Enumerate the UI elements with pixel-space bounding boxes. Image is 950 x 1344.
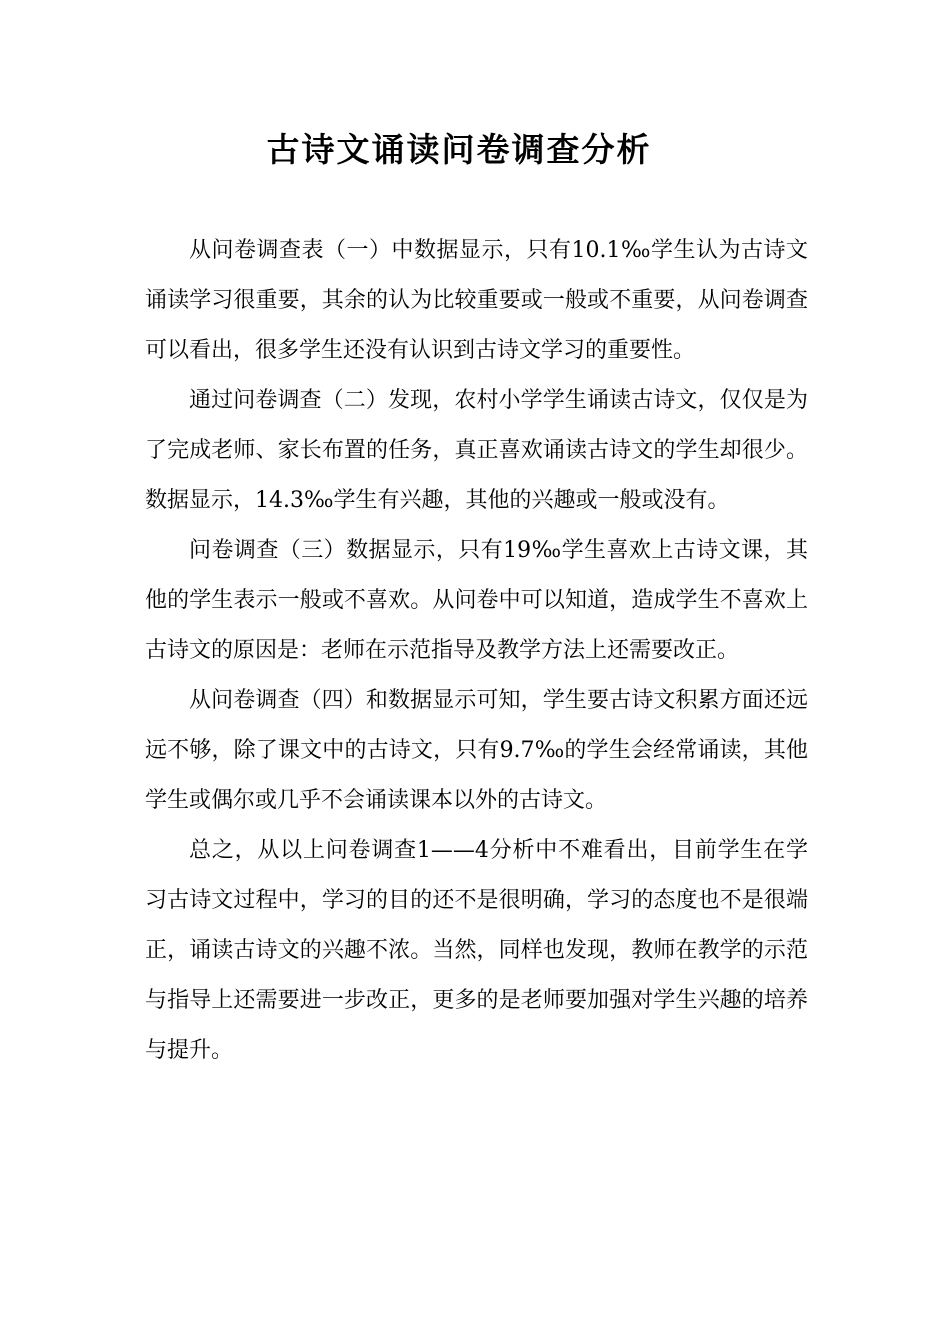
- paragraph-2: 通过问卷调查（二）发现，农村小学学生诵读古诗文，仅仅是为了完成老师、家长布置的任务，真正喜欢诵读古诗文的学生却很少。数据显示，14.3‰学生有兴趣，其他的兴趣或一般或没有。: [145, 388, 808, 513]
- paragraph-5: 总之，从以上问卷调查1——4分析中不难看出，目前学生在学习古诗文过程中，学习的目的还不是很明确，学习的态度也不是很端正，诵读古诗文的兴趣不浓。当然，同样也发现，教师在教学的示范与指导上还需要进一步改正，更多的是老师要加强对学生兴趣的培养与提升。: [145, 838, 808, 1063]
- paragraph-1: 从问卷调查表（一）中数据显示，只有10.1‰学生认为古诗文诵读学习很重要，其余的认为比较重要或一般或不重要，从问卷调查可以看出，很多学生还没有认识到古诗文学习的重要性。: [145, 238, 808, 363]
- paragraph-4: 从问卷调查（四）和数据显示可知，学生要古诗文积累方面还远远不够，除了课文中的古诗文，只有9.7‰的学生会经常诵读，其他学生或偶尔或几乎不会诵读课本以外的古诗文。: [145, 688, 808, 813]
- document-body: [145, 226, 808, 1076]
- page-title: 古诗文诵读问卷调查分析: [266, 130, 652, 169]
- paragraph-3: 问卷调查（三）数据显示，只有19‰学生喜欢上古诗文课，其他的学生表示一般或不喜欢。从问卷中可以知道，造成学生不喜欢上古诗文的原因是：老师在示范指导及教学方法上还需要改正。: [145, 538, 808, 663]
